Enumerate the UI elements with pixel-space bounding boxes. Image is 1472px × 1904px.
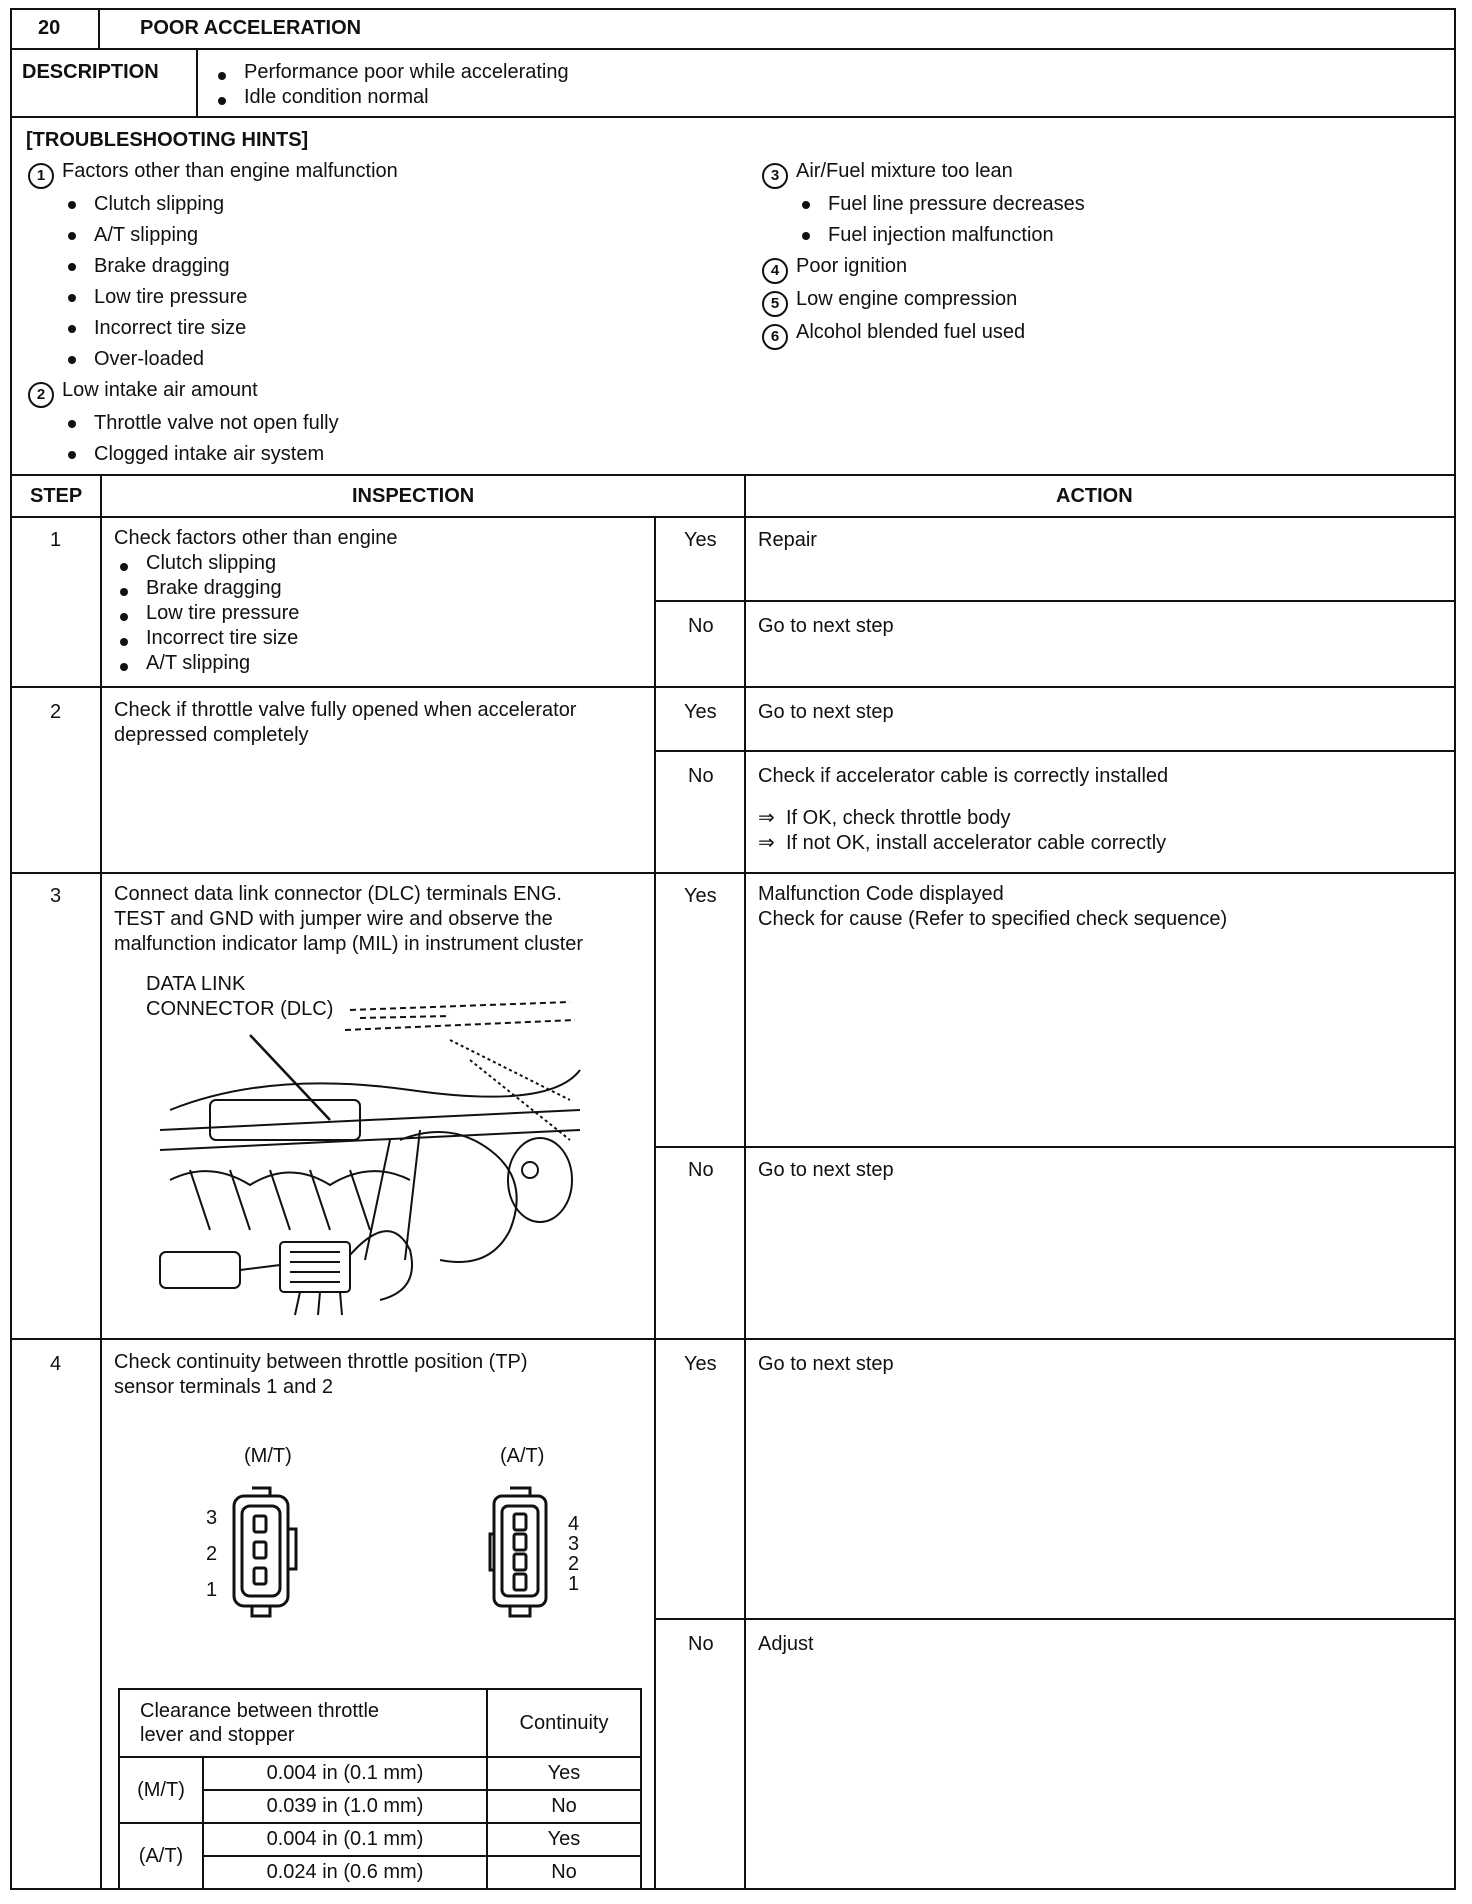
continuity-result: No (487, 1790, 641, 1823)
continuity-header: Continuity (487, 1689, 641, 1757)
action-text: Adjust (758, 1633, 814, 1655)
clearance-table (118, 1688, 642, 1890)
pin-label: 1 (206, 1579, 218, 1601)
description-item: Performance poor while accelerating (212, 60, 569, 85)
at-tp-sensor-connector-icon (488, 1484, 558, 1620)
yes-label: Yes (684, 885, 717, 907)
hint-text: Air/Fuel mixture too lean (796, 160, 1013, 182)
hint-item (28, 375, 398, 408)
inspection-text: Check factors other than engine (114, 527, 398, 549)
arrow-text: If OK, check throttle body (786, 807, 1011, 829)
hint-subitem: Incorrect tire size (62, 313, 398, 344)
pin-label: 2 (568, 1553, 580, 1575)
divider (10, 474, 1456, 476)
inspection-text: depressed completely (114, 724, 309, 746)
divider (10, 872, 1456, 874)
hint-item (762, 317, 1085, 350)
clearance-group: (A/T) (119, 1823, 203, 1889)
pin-label: 2 (206, 1543, 218, 1565)
divider (10, 48, 1456, 50)
mt-tp-sensor-connector-icon (226, 1484, 306, 1620)
dlc-engine-illustration (150, 980, 590, 1320)
hint-subitem: Brake dragging (62, 251, 398, 282)
hint-subitem: Fuel injection malfunction (796, 220, 1085, 251)
yes-label: Yes (684, 701, 717, 723)
step-number: 2 (50, 701, 62, 723)
divider (654, 516, 656, 1890)
circled-number-icon: 2 (28, 382, 54, 408)
hint-text: Factors other than engine malfunction (62, 160, 398, 182)
no-label: No (688, 765, 714, 787)
hint-text: Poor ignition (796, 255, 908, 277)
section-title: POOR ACCELERATION (140, 17, 362, 39)
hint-item (762, 251, 1085, 284)
clearance-header (119, 1689, 487, 1757)
inspection-bullet: Low tire pressure (114, 601, 299, 626)
inspection-column-header: INSPECTION (352, 485, 475, 507)
clearance-value: 0.039 in (1.0 mm) (203, 1790, 487, 1823)
action-text: Go to next step (758, 1159, 894, 1181)
action-text: Repair (758, 529, 817, 551)
circled-number-icon: 4 (762, 258, 788, 284)
action-text: Check if accelerator cable is correctly installed (758, 765, 1169, 787)
inspection-bullet: Incorrect tire size (114, 626, 299, 651)
no-label: No (688, 615, 714, 637)
hint-subitem: Fuel line pressure decreases (796, 189, 1085, 220)
clearance-value: 0.024 in (0.6 mm) (203, 1856, 487, 1889)
divider (654, 1146, 1456, 1148)
action-text: Go to next step (758, 1353, 894, 1375)
action-column-header: ACTION (1056, 485, 1133, 507)
section-number: 20 (38, 17, 61, 39)
hints-right (762, 156, 1085, 350)
mt-label: (M/T) (244, 1445, 292, 1467)
continuity-result: Yes (487, 1823, 641, 1856)
inspection-bullet: A/T slipping (114, 651, 299, 676)
divider (98, 8, 100, 50)
step-column-header: STEP (30, 485, 83, 507)
description-item: Idle condition normal (212, 85, 569, 110)
hint-sublist (796, 189, 1085, 251)
divider (654, 1618, 1456, 1620)
hint-subitem: Throttle valve not open fully (62, 408, 398, 439)
circled-number-icon: 1 (28, 163, 54, 189)
hint-text: Low intake air amount (62, 379, 258, 401)
clearance-group: (M/T) (119, 1757, 203, 1823)
action-text: Go to next step (758, 701, 894, 723)
circled-number-icon: 5 (762, 291, 788, 317)
hint-subitem: Clutch slipping (62, 189, 398, 220)
circled-number-icon: 3 (762, 163, 788, 189)
step1-bullets (114, 551, 299, 676)
pin-label: 4 (568, 1513, 580, 1535)
step-number: 3 (50, 885, 62, 907)
description-list (212, 60, 569, 110)
hint-text: Alcohol blended fuel used (796, 321, 1026, 343)
description-label: DESCRIPTION (22, 61, 159, 83)
inspection-text: Check if throttle valve fully opened when accelerator (114, 699, 577, 721)
hint-item (28, 156, 398, 189)
hint-item (762, 284, 1085, 317)
action-text: Check for cause (Refer to specified check sequence) (758, 908, 1228, 930)
inspection-text: Check continuity between throttle position (TP) (114, 1351, 528, 1373)
divider (654, 600, 1456, 602)
inspection-text: malfunction indicator lamp (MIL) in instrument cluster (114, 933, 584, 955)
pin-label: 3 (206, 1507, 218, 1529)
pin-label: 3 (568, 1533, 580, 1555)
divider (10, 1338, 1456, 1340)
divider (10, 686, 1456, 688)
hint-subitem: Over-loaded (62, 344, 398, 375)
hint-subitem: Clogged intake air system (62, 439, 398, 470)
arrow-text: If not OK, install accelerator cable correctly (786, 832, 1167, 854)
yes-label: Yes (684, 1353, 717, 1375)
pin-label: 1 (568, 1573, 580, 1595)
step-number: 1 (50, 529, 62, 551)
hints-left (28, 156, 398, 470)
figure-label: CONNECTOR (DLC) (146, 998, 334, 1020)
right-arrow-icon: ⇒ (758, 832, 775, 854)
action-subtext (758, 806, 1011, 831)
hint-sublist (62, 408, 398, 470)
circled-number-icon: 6 (762, 324, 788, 350)
action-subtext (758, 831, 1166, 856)
hint-subitem: Low tire pressure (62, 282, 398, 313)
no-label: No (688, 1159, 714, 1181)
continuity-result: Yes (487, 1757, 641, 1790)
continuity-result: No (487, 1856, 641, 1889)
divider (10, 516, 1456, 518)
clearance-value: 0.004 in (0.1 mm) (203, 1823, 487, 1856)
hint-text: Low engine compression (796, 288, 1018, 310)
no-label: No (688, 1633, 714, 1655)
hint-sublist (62, 189, 398, 375)
divider (10, 116, 1456, 118)
inspection-bullet: Brake dragging (114, 576, 299, 601)
figure-label: DATA LINK (146, 973, 246, 995)
action-text: Go to next step (758, 615, 894, 637)
clearance-value: 0.004 in (0.1 mm) (203, 1757, 487, 1790)
inspection-text: sensor terminals 1 and 2 (114, 1376, 334, 1398)
inspection-bullet: Clutch slipping (114, 551, 299, 576)
right-arrow-icon: ⇒ (758, 807, 775, 829)
divider (196, 48, 198, 118)
yes-label: Yes (684, 529, 717, 551)
action-text: Malfunction Code displayed (758, 883, 1004, 905)
hint-item (762, 156, 1085, 189)
clearance-header-line: Clearance between throttle (140, 1700, 380, 1722)
step-number: 4 (50, 1353, 62, 1375)
at-label: (A/T) (500, 1445, 545, 1467)
divider (654, 750, 1456, 752)
inspection-text: TEST and GND with jumper wire and observe the (114, 908, 553, 930)
hint-subitem: A/T slipping (62, 220, 398, 251)
clearance-header-line: lever and stopper (140, 1724, 295, 1746)
inspection-text: Connect data link connector (DLC) terminals ENG. (114, 883, 562, 905)
hints-title: [TROUBLESHOOTING HINTS] (26, 129, 309, 151)
